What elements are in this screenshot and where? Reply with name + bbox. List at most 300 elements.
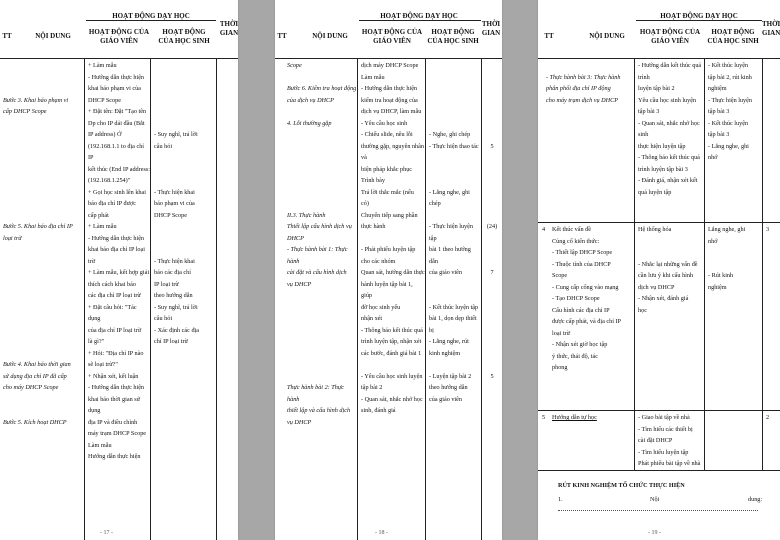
text-line [483,83,501,95]
text-line: Bước 4. Khai báo thời gian [3,361,71,368]
text-line [361,359,425,371]
text-line [546,152,634,164]
text-line [483,359,501,371]
document-page-1[interactable] [0,0,238,540]
text-line [483,72,501,84]
text-line: Làm mẫu [361,73,385,81]
text-line: - Kết thúc luyện [708,62,749,69]
text-line: Thực hành bài 2: Thực hành [287,384,344,403]
text-line [3,256,83,268]
text-line [483,60,501,72]
text-line: dịch máy DHCP Scope [361,62,419,69]
text-line: nghiệm [708,283,727,291]
text-line [154,405,216,417]
text-line: - Thông báo kết thúc quá [361,326,423,334]
text-line [3,210,83,222]
text-line: 5 [490,142,494,150]
content-column [546,60,634,221]
text-line: Quan sát, hướng dẫn thực [361,269,425,276]
text-line: - Thuộc tính của DHCP [552,260,611,268]
text-line [154,221,216,233]
text-line: Cấu hình các địa chỉ IP [552,306,610,314]
text-line: Bước 5. Khai báo địa chỉ IP [3,223,73,230]
column-divider [481,58,482,540]
text-line [3,279,83,291]
text-line: (24) [486,223,498,230]
text-line [3,244,83,256]
text-line: - Thực hiện thao tác [429,142,479,150]
text-line: luyện tập bài 2 [638,85,675,92]
text-line: vụ DHCP [287,418,312,426]
text-line [154,244,216,256]
text-line [154,106,216,118]
text-line: phân phối địa chỉ IP động [546,85,611,92]
text-line [154,382,216,394]
text-line: báo phạm vi của [154,200,195,207]
text-line [287,302,357,314]
header-activity: HOẠT ĐỘNG DẠY HỌC [660,12,738,20]
text-line [154,60,216,72]
text-line: - Hướng dẫn kết thúc quá trình [638,62,702,81]
header-tt: TT [544,32,554,40]
text-line [154,359,216,371]
text-line: chỉ IP loại trừ [154,338,188,345]
text-line: học [638,306,647,314]
text-line [483,290,501,302]
text-line: - Yêu cầu học sinh luyện [361,372,423,380]
text-line: Trả lời thắc mắc (nếu [361,188,414,196]
text-line: Hướng dẫn thực hiện [88,453,141,460]
text-line: IP loại trừ [154,280,179,288]
text-line: - Hướng dẫn thực hiện [88,73,145,81]
header-bottom-rule [0,58,238,59]
text-line: - Tạo DHCP Scope [552,295,600,302]
column-divider [150,58,151,540]
text-line: - Xác định các địa [154,326,200,334]
text-line [483,175,501,187]
text-line: - Thông báo kết thúc quá [638,154,700,161]
text-line: Scope [287,62,302,69]
text-line: câu hỏi [154,315,173,322]
text-line: của dịch vụ DHCP [287,96,334,104]
text-line: thiết lập và cấu hình dịch [287,407,351,414]
text-line: - Đánh giá, nhận xét kết [638,177,698,184]
text-line [483,152,501,164]
text-line: - Lắng nghe, ghi chép [429,188,470,207]
row5-content: Hướng dẫn tự học [552,414,597,421]
text-line [429,83,481,95]
text-line [287,325,357,337]
text-line: cài đặt DHCP [638,437,673,444]
text-line [3,129,83,141]
text-line [483,95,501,107]
text-line: loại trừ [3,234,22,242]
experience-label: Nội [650,496,660,503]
table-header [538,10,780,60]
column-divider [357,58,358,540]
text-line [429,290,481,302]
text-line [3,198,83,210]
text-line: Bước 3. Khai báo phạm vi [3,96,69,104]
text-line: - Phát phiếu luyện tập [361,246,416,253]
header-content: NỘI DUNG [589,32,625,40]
text-line: IP address) Ở [88,131,122,138]
text-line: cấp DHCP Scope [3,108,47,115]
text-line: là gì?" [88,338,105,345]
text-line [287,371,357,383]
row4-student [708,224,762,293]
text-line: - Rút kinh [708,272,734,279]
header-time: THỜI GIAN [762,20,780,37]
text-line: có) [361,200,369,207]
text-line: kiểm tra hoạt động của [361,96,418,104]
text-line: cho máy DHCP Scope [3,384,59,391]
text-line: + Làm mẫu [88,62,117,69]
text-line [546,164,634,176]
experience-fill-line [558,510,758,511]
text-line: Bước 5. Kích hoạt DHCP [3,418,67,426]
row4-teacher [638,224,704,316]
document-page-2[interactable] [275,0,502,540]
text-line: cài đặt và cấu hình dịch [287,269,347,276]
text-line [429,118,481,130]
text-line [429,152,481,164]
text-line: + Nhận xét, kết luận [88,372,139,380]
text-line: trình luyện tập bài 3 [638,165,688,173]
text-line: hành luyện tập bài 1, giúp [361,280,413,299]
teacher-column [638,60,704,198]
text-line [287,313,357,325]
text-line [429,175,481,187]
text-line: - Thực hành bài 1: Thực hành [287,246,348,265]
text-line [483,164,501,176]
page-number: - 18 - [375,530,388,536]
text-line: - Quan sát, nhắc nhở học sinh [638,119,700,138]
text-line [483,233,501,245]
text-line [3,302,83,314]
text-line: vụ DHCP [287,280,312,288]
student-column [708,60,762,164]
text-line: - Nhắc lại những vấn đề [638,260,698,268]
table-header [0,10,238,60]
column-divider [634,58,635,470]
text-line: + Gọi học sinh lên khai [88,188,146,196]
text-line: DHCP Scope [154,211,187,219]
text-line: DHCP Scope [88,96,121,104]
text-line [546,106,634,118]
text-line: trừ [88,257,96,265]
table-bottom-rule [538,470,780,471]
header-teacher: HOẠT ĐỘNG CỦA GIÁO VIÊN [88,28,150,45]
text-line [429,72,481,84]
text-line [429,359,481,371]
text-line: Dp cho IP dải đầu (Bắt [88,119,145,127]
text-line: - Tìm hiểu luyện tập [638,448,689,456]
text-line [3,141,83,153]
text-line [154,417,216,429]
text-line: tập bài 2, rút kinh [708,73,752,81]
text-line: máy trạm DHCP Scope [88,430,147,437]
row-divider [538,222,780,223]
header-divider [86,20,216,21]
text-line: - Quan sát, nhắc nhở học [361,395,423,403]
text-line [546,175,634,187]
text-line: 7 [490,269,494,276]
page-number: - 19 - [648,530,661,536]
text-line [546,187,634,199]
text-line: thực hiện luyện tập [638,142,686,150]
text-line: bài 1 theo hướng dẫn [429,246,471,265]
text-line: sẽ loại trừ?" [88,361,118,368]
text-line: - Thực hành bài 3: Thực hành [546,73,621,81]
text-line [3,290,83,302]
text-line [287,198,357,210]
column-divider [762,58,763,470]
text-line: - Luyện tập bài 2 [429,372,472,380]
text-line: nghiệm [708,85,727,92]
text-line [429,95,481,107]
text-line: - Lắng nghe, rút [429,338,469,345]
text-line [287,187,357,199]
teacher-column [88,60,150,463]
text-line: - Nghe, ghi chép [429,131,471,138]
text-line [429,164,481,176]
text-line: bài 1, dọn dẹp thiết bị [429,315,477,334]
text-line [429,279,481,291]
text-line: đỡ học sinh yếu [361,303,401,311]
row5-time: 2 [766,414,770,421]
text-line: + Làm mẫu [88,223,117,230]
row-number: 5 [542,414,546,421]
text-line: sử dụng địa chỉ IP đã cấp [3,372,67,380]
content-column [3,60,83,428]
text-line: Yêu cầu học sinh luyện [638,96,697,104]
text-line: của địa chỉ IP loại trừ [88,326,142,334]
header-student: HOẠT ĐỘNG CỦA HỌC SINH [707,28,759,45]
text-line: + Đặt tên: Đặt "Tạo tên [88,108,147,115]
text-line: tập bài 2 [361,384,383,391]
text-line: sinh, đánh giá [361,407,396,414]
text-line [546,118,634,130]
text-line: thực hành [361,223,386,230]
text-line: Làm mẫu [88,441,112,449]
text-line [483,106,501,118]
text-line: - Thực hiện luyện [708,96,752,104]
text-line: nhớ [708,154,718,161]
text-line: cấp phát [88,211,109,219]
text-line [3,405,83,417]
text-line [3,118,83,130]
text-line: - Thiết lập DHCP Scope [552,249,613,256]
row-number: 4 [542,226,546,233]
text-line: - Thực hiện khai [154,188,195,196]
time-column [483,60,501,382]
text-line: cho các nhóm [361,257,396,265]
text-line [287,106,357,118]
text-line [429,210,481,222]
text-line: - Hướng dẫn thực hiện [361,85,418,92]
text-line [546,198,634,210]
experience-label: dung: [748,496,763,503]
text-line: nhớ [708,237,718,245]
text-line [3,394,83,406]
text-line: của giáo viên [429,395,462,403]
row-divider [538,410,780,411]
text-line: (192.168.1.254)" [88,177,131,184]
header-content: NỘI DUNG [35,32,71,40]
text-line: Kết thúc vấn đề [552,226,592,233]
text-line [154,83,216,95]
header-bottom-rule [538,58,780,59]
text-line: biện pháp khắc phục [361,165,413,173]
header-activity: HOẠT ĐỘNG DẠY HỌC [112,12,190,20]
text-line [154,95,216,107]
text-line: Hệ thống hóa [638,226,672,233]
text-line: các địa chỉ IP loại trừ [88,292,141,299]
header-teacher: HOẠT ĐỘNG CỦA GIÁO VIÊN [361,28,423,45]
text-line [3,152,83,164]
text-line [154,394,216,406]
text-line: địa IP và điều chỉnh [88,418,138,426]
text-line [287,290,357,302]
text-line: các bước, đánh giá bài 1 [361,349,422,357]
text-line: - Giao bài tập về nhà [638,414,690,421]
text-line: khai báo địa chỉ IP loại [88,246,145,253]
column-divider [425,58,426,540]
text-line [154,175,216,187]
text-line: cần lưu ý khi cấu hình [638,272,694,279]
text-line: - Thực hiện luyện tập [429,223,473,242]
header-time: THỜI GIAN [219,20,238,37]
text-line: (192.168.1.1 to địa chỉ IP [88,142,145,161]
text-line: Lắng nghe, ghi [708,226,746,233]
text-line [361,233,425,245]
header-content: NỘI DUNG [312,32,348,40]
text-line [3,187,83,199]
text-line: tập bài 3 [638,108,660,115]
text-line: báo các địa chỉ [154,269,191,276]
text-line [3,83,83,95]
row5-teacher [638,412,762,470]
text-line [483,336,501,348]
page-number: - 17 - [100,530,113,536]
header-divider [359,20,481,21]
text-line: 5 [490,372,494,380]
text-line [287,129,357,141]
text-line [429,106,481,118]
text-line: dịch vụ DHCP, làm mẫu [361,108,422,115]
text-line: thường gặp, nguyên nhân và [361,142,424,161]
text-line: dịch vụ DHCP [638,283,675,291]
text-line [154,152,216,164]
column-divider [84,58,85,540]
text-line [287,164,357,176]
text-line: loại trừ [552,329,570,337]
text-line [483,256,501,268]
experience-title: RÚT KINH NGHIỆM TỔ CHỨC THỰC HIỆN [558,482,685,489]
text-line: theo hướng dẫn [154,292,193,299]
text-line [154,371,216,383]
text-line [546,60,634,72]
text-line [154,118,216,130]
text-line: + Đặt câu hỏi: "Tác dụng [88,303,137,322]
text-line: - Kết thúc luyện [708,119,749,127]
text-line: khai báo thời gian sử dụng [88,395,140,414]
text-line [483,279,501,291]
row4-content [552,224,634,374]
text-line [708,259,762,271]
text-line [546,210,634,222]
header-time: THỜI GIAN [481,20,501,37]
text-line: - Kết thúc luyện tập [429,303,479,311]
text-line: trình luyện tập, nhận xét [361,338,422,345]
text-line: - Hướng dẫn thực hiện [88,384,145,391]
text-line: tập bài 3 [708,108,730,115]
text-line: II.3. Thực hành [287,211,326,219]
text-line: nhận xét [361,315,383,322]
text-line [154,233,216,245]
text-line: khai báo phạm vi của [88,85,141,92]
text-line [483,129,501,141]
header-activity: HOẠT ĐỘNG DẠY HỌC [380,12,458,20]
text-line: + Làm mẫu, kết hợp giải [88,269,150,276]
document-page-3[interactable] [538,0,780,540]
text-line: ý thức, thái độ, tác [552,352,598,360]
header-tt: TT [2,32,12,40]
experience-index: 1. [558,496,563,503]
text-line: DHCP [287,234,304,242]
text-line [3,267,83,279]
text-line [287,175,357,187]
header-teacher: HOẠT ĐỘNG CỦA GIÁO VIÊN [639,28,701,45]
column-divider [216,58,217,540]
text-line: Scope [552,272,568,279]
text-line [154,348,216,360]
text-line [3,325,83,337]
text-line: Trình bày [361,177,386,184]
text-line [3,175,83,187]
column-divider [704,58,705,470]
student-column [154,60,216,428]
text-line: quả luyện tập [638,188,672,196]
text-line: - Nhận xét, đánh giá [638,295,689,302]
text-line [3,164,83,176]
text-line: - Cung cấp cổng vào mạng [552,283,619,291]
text-line [154,72,216,84]
text-line [287,72,357,84]
text-line [287,152,357,164]
row4-time: 3 [766,226,770,233]
text-line [638,247,704,259]
text-line: - Chiếu slide, nêu lỗi [361,131,413,138]
text-line [3,348,83,360]
student-column [429,60,481,405]
content-column [287,60,357,428]
header-student: HOẠT ĐỘNG CỦA HỌC SINH [158,28,210,45]
teacher-column [361,60,425,417]
header-tt: TT [277,32,287,40]
text-line [546,129,634,141]
text-line: - Thực hiện khai [154,257,195,265]
text-line [429,60,481,72]
text-line: thích cách khai báo [88,280,136,288]
text-line [287,336,357,348]
text-line: - Nhận xét giờ học tập [552,341,608,348]
text-line [483,118,501,130]
text-line [154,164,216,176]
text-line [287,359,357,371]
text-line: + Hỏi: "Địa chỉ IP nào [88,349,144,357]
